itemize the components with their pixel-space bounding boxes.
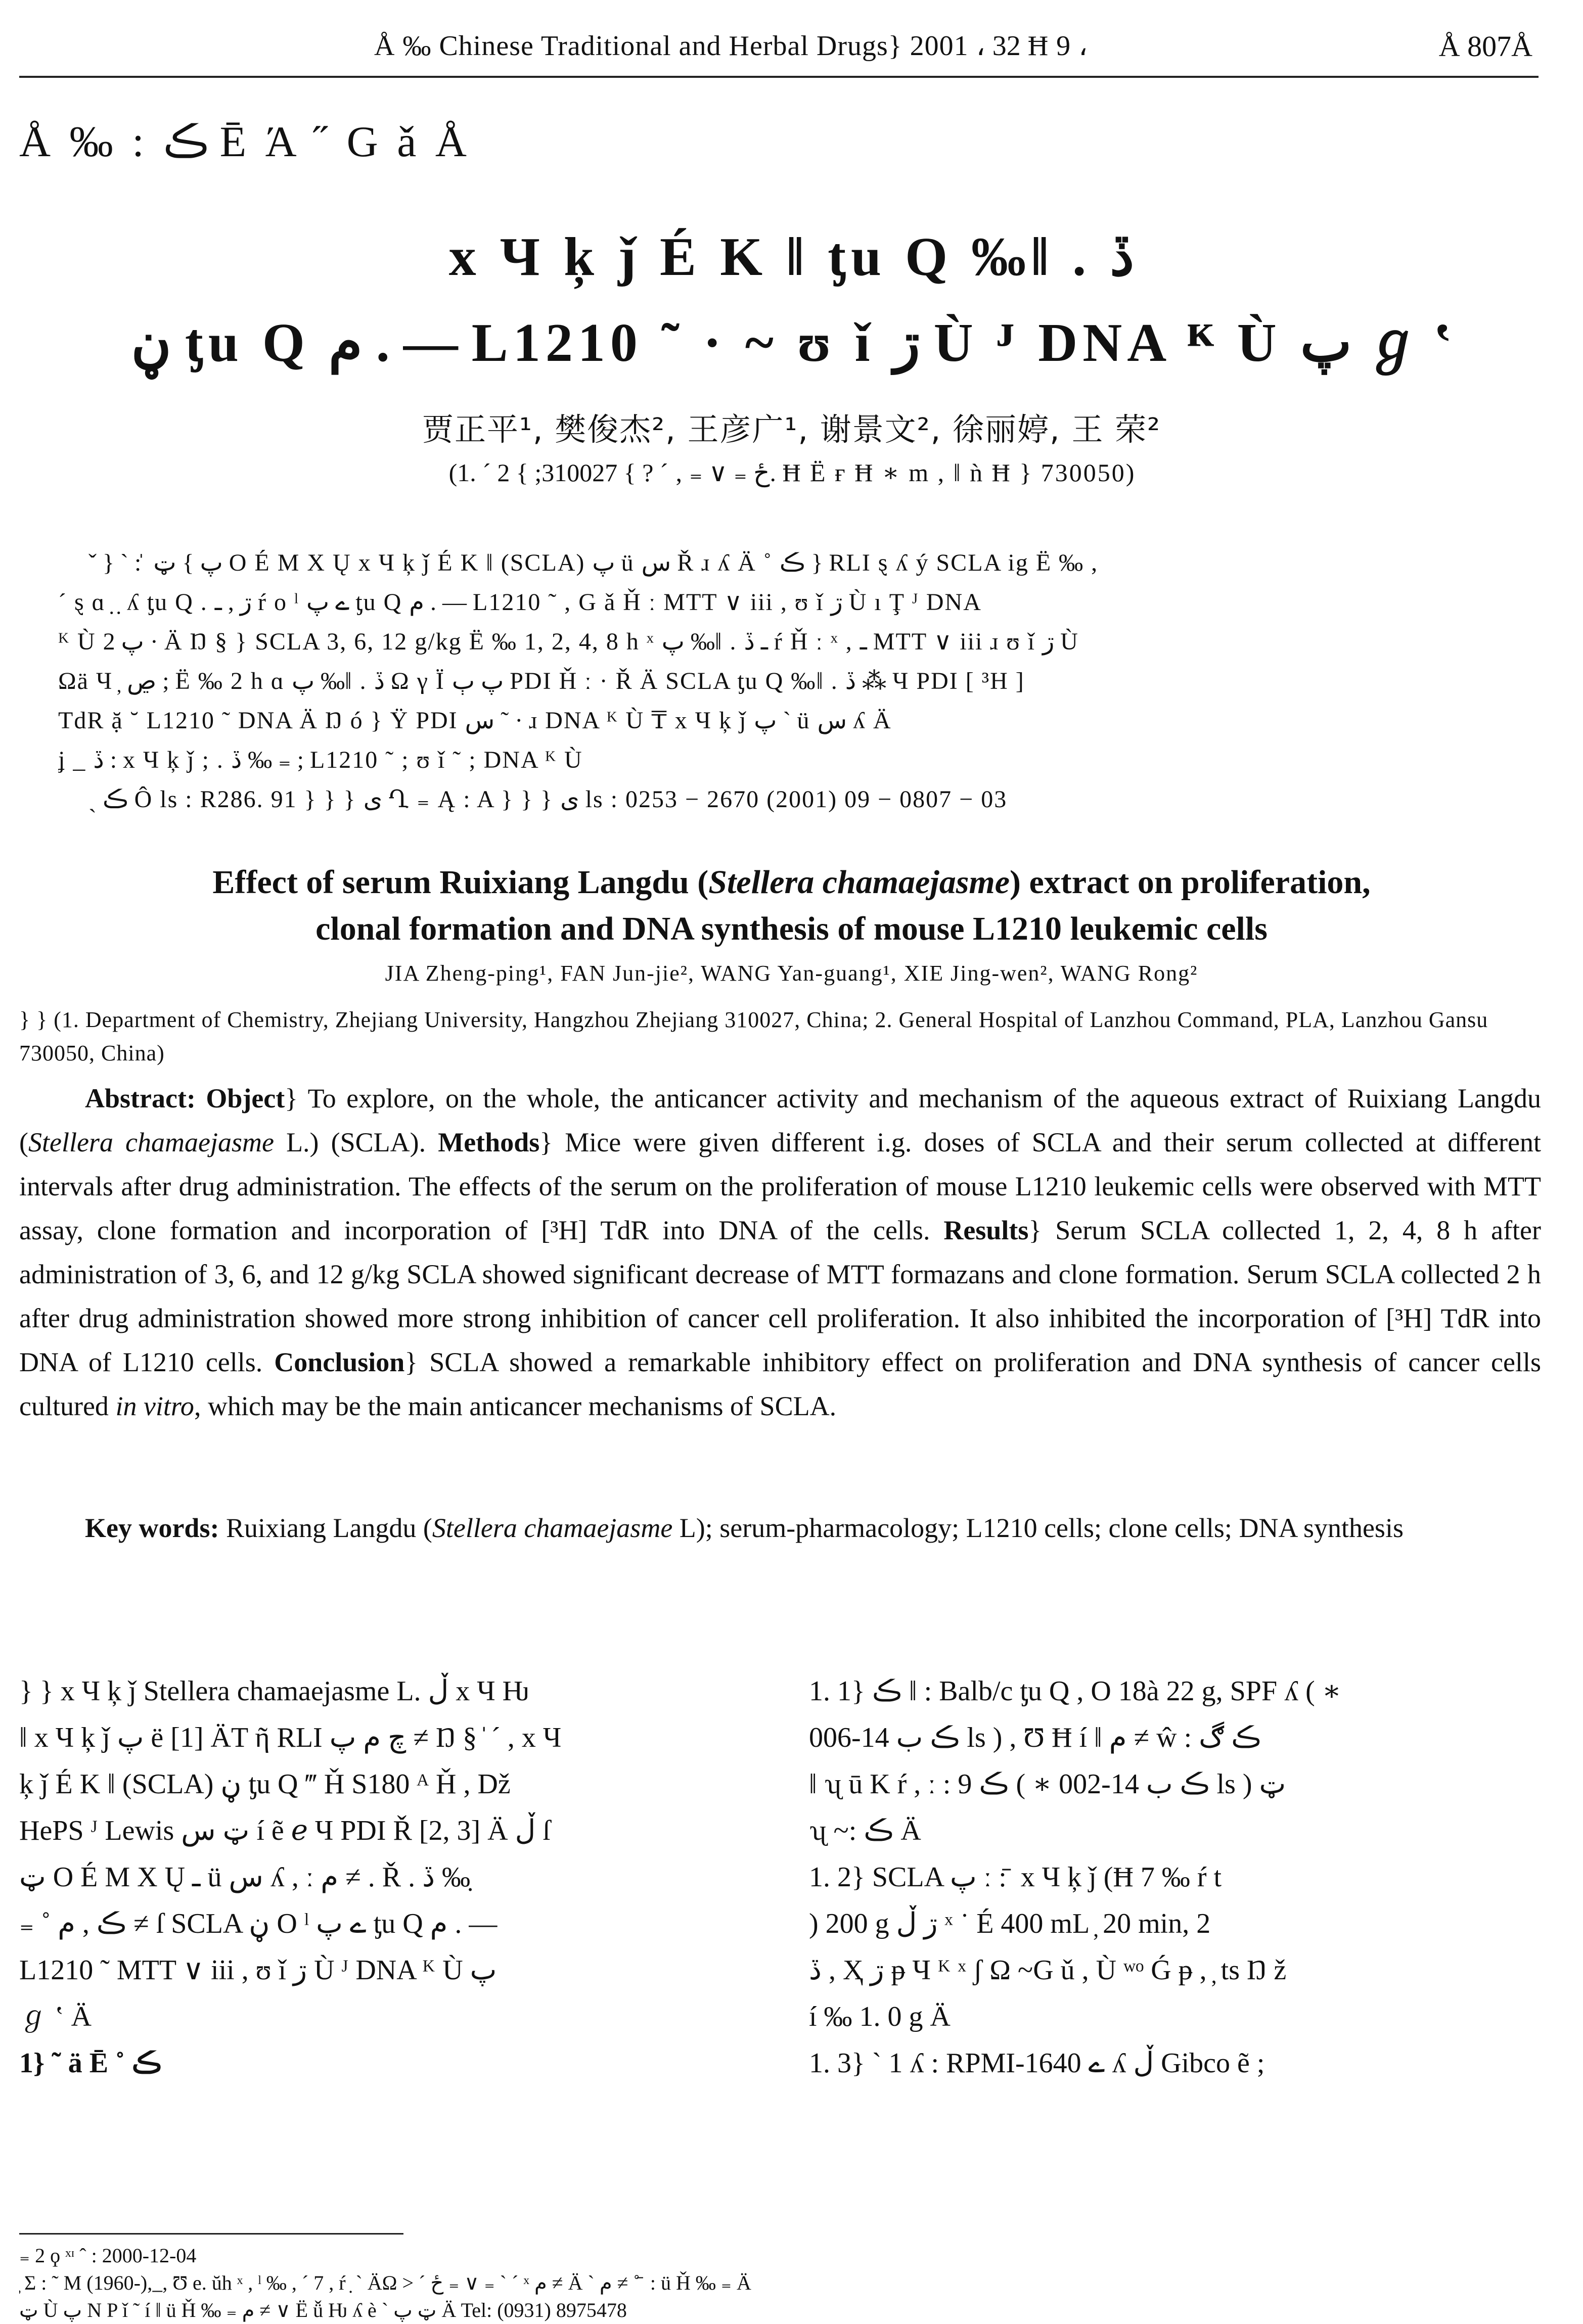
title-cn-line1: x Ч ķ ǰ É K ǁ ƫu Q ‰ǁ . ڏ [448,227,1135,287]
abstract-cn-line: ˎ ڪ Ô ls : R286. 91 } } } ی Ղ ₌ Ą : A } } } ی ls : 0253 − 2670 (2001) 09 − 0807 − 03 [88,786,1008,813]
body-line: í ‰ 1. 0 g Ä [809,2001,951,2032]
abstract-cn-line: ʝ _ ڏ : x Ч ķ ǰ ; . ڏ ‰ ₌ ; L1210 ˜ ; ʊ ǐ ˜ ; DNA ᴷ Ù [58,747,583,773]
abstract-cn-line: ˇ } ˋ : ̍ پ } ټ O É M X Ų x Ч ķ ǰ É K ǁ (SCLA) پ ü س Ř ɹ ʎ Ä ˚ ڪ } RLI ȿ ʎ ý SCLA ig Ë ‰ , [88,549,1099,576]
object-text: } To explore, on the whole, the anticancer activity and mechanism of the aqueous extract of Ruixiang Langdu ( [19,1083,1541,1157]
footnote-contact: ټ Ù پ N P ǐ ˜ í ǁ ü Ȟ ‰ ₌ م ≠ ∨ Ë ǚ Ƕ ʎ è ˋ ټ پ Ä Tel: (0931) 8975478 [19,2299,627,2321]
keywords-en [19,1506,1541,1550]
title-en-text: ) extract on proliferation, [1010,864,1371,901]
keywords-text-end: L); serum-pharmacology; L1210 cells; clone cells; DNA synthesis [672,1513,1404,1543]
body-line: 1. 2} SCLA پ ː : ̄ x Ч ķ ǰ (Ħ 7 ‰ ŕ t [809,1862,1222,1893]
object-text-end: L.) (SCLA). [274,1127,426,1157]
body-line: ʯ ~: ڪ Ä [809,1815,921,1846]
footnote-received: ₌ 2 ϙ ˣᶦ ˆ : 2000-12-04 [19,2244,197,2267]
header-rule [19,76,1539,78]
section-heading: 1} ˜ ä Ē ˚ ڪ [19,2048,162,2079]
section-mark: Å ‰ : ڪ Ē Ά ˝ G ǎ Å [19,117,471,166]
body-line: 1. 1} ڪ ǁ : Balb/c ƫu Q , O 18à 22 g, SPF ʎ ( ∗ [809,1676,1341,1707]
body-line: ǁ x Ч ķ ǰ پ ë [1] ÄT ῆ RLI چ م پ ≠ Ŋ § ̍ ´ , x Ч [19,1722,562,1753]
keywords-species: Stellera chamaejasme [432,1513,673,1543]
body-line: ڪ ب 14-006 ls ) , Ʊ Ħ í ǁ م ≠ ŵ : ڪ ڰ [809,1722,1261,1753]
title-en-text: Effect of serum Ruixiang Langdu ( [212,864,709,901]
body-line: ڏ , Ҳ ڗ ᵽ Ч ᴷ ˣ ʃ Ω ~G ǔ , Ù ʷᵒ Ǵ ᵽ , ̦ ts Ŋ ž [809,1955,1287,1986]
body-line: ķ ǰ É K ǁ (SCLA) ڼ ƫu Q ‴ Ȟ S180 ᴬ Ȟ , Dž [19,1769,511,1800]
abstract-en-paragraph [19,1077,1541,1428]
body-left-column [19,1668,747,2086]
authors-en: JIA Zheng-ping¹, FAN Jun-jie², WANG Yan-guang¹, XIE Jing-wen², WANG Rong² [385,961,1198,986]
body-line: ǁ ʯ ū K ŕ , ː : ڪ 9 ( ∗ ڪ ب 14-002 ls ) ټ [809,1769,1286,1800]
abstract-cn-line: ´ ȿ ɑ ̣ ̣ ʎ ƫu Q . ڗ , ـ ŕ o ˡ ے پ ƫu Q م . — L1210 ˜ , G ǎ Ȟ ː MTT ∨ iii , ʊ ǐ ڗ Ù ı Ţ ᴶ DNA [58,589,982,616]
body-line: ) 200 g ڗ ڵ ˣ ˙ É 400 mL ̦ 20 min, 2 [809,1908,1211,1939]
body-line: ₌ ˚ ڪ , م ≠ ſ SCLA ڼ O ˡ ے پ ƫu Q م . — [19,1908,497,1939]
title-en-species: Stellera chamaejasme [708,864,1010,901]
footnote-author-bio: ̦ Ʃ : ˜ M (1960-), ̲ , Ʊ e. ŭh ˣ , ˡ ‰ , ´ 7 , ŕ ̣ ˋ ÄΩ > ´ ځ ₌ ∨ ₌ ˋ ´ ˣ م ≠ Ä ˋ م ≠ ˚ ̄ : ü Ȟ ‰ ₌ Ä [19,2271,751,2294]
keywords-text: Ruixiang Langdu ( [219,1513,432,1543]
abstract-label: Abstract: [85,1083,196,1113]
affiliation-cn: (1. ´ ځ ₌ ∨ ₌ ‚ ´ ? } 310027; } 2. Ħ Ë ғ Ħ ∗ m , ǁ ǹ Ħ } 730050) [448,458,1135,487]
abstract-cn [58,543,1504,819]
title-cn-line2: ڼ ƫu Q م . — L1210 ˜ · ~ ʊ ǐ ڗ Ù ᴶ DNA ᴷ Ù پ ℊ ʽ [131,313,1452,373]
conclusion-text: } SCLA showed a remarkable inhibitory effect on proliferation and DNA synthesis of cancer cells cultured [19,1347,1541,1421]
methods-text: } Mice were given different i.g. doses of SCLA and their serum collected at different intervals after drug administration. The effects of the serum on the proliferation of mouse L1210 leukemic cells were observed with MTT assay, clone formation and incorporation of [³H] TdR into DNA of the cells. [19,1127,1542,1245]
conclusion-in-vitro: in vitro [115,1391,194,1421]
title-en-line2: clonal formation and DNA synthesis of mouse L1210 leukemic cells [315,910,1268,947]
body-line: HePS ᴶ Lewis ټ س í ẽ ℯ Ч PDI Ř [2, 3] Ä ڵ ſ [19,1815,551,1846]
results-text: } Serum SCLA collected 1, 2, 4, 8 h after administration of 3, 6, and 12 g/kg SCLA showed significant decrease of MTT formazans and clone formation. Serum SCLA collected 2 h after drug administration showed more strong inhibition of cancer cell proliferation. It also inhibited the incorporation of [³H] TdR into DNA of L1210 cells. [19,1215,1542,1377]
body-line: ℊ ʽ Ä [19,2001,92,2032]
object-label: Object [206,1083,285,1113]
title-en-line1 [0,859,1583,906]
page-number: Å 807Å [1438,30,1532,63]
body-line: 1. 3} ˋ 1 ʎ : RPMI-1640 ے ʎ ڵ Gibco ẽ ; [809,2048,1265,2079]
affiliation-en: } } (1. Department of Chemistry, Zhejiang University, Hangzhou Zhejiang 310027, China; 2. General Hospital of Lanzhou Command, PLA, Lanzhou Gansu 730050, China) [19,1007,1488,1065]
authors-cn: 贾正平¹, 樊俊杰², 王彦广¹, 谢景文², 徐丽婷, 王 荣² [422,411,1161,448]
conclusion-label: Conclusion [274,1347,405,1377]
running-head [0,29,1583,80]
title-en [0,859,1583,952]
keywords-label: Key words: [85,1513,219,1543]
abstract-cn-line: TdR ặ ˘ L1210 ˜ DNA Ä Ŋ ó } Ÿ PDI س ˜ · ɹ DNA ᴷ Ù ₸ x Ч ķ ǰ پ ˋ ü س ʎ Ä [58,707,892,734]
object-species: Stellera chamaejasme [28,1127,274,1157]
body-line: L1210 ˜ MTT ∨ iii , ʊ ǐ ڗ Ù ᴶ DNA ᴷ Ù پ [19,1955,497,1986]
footnote-rule [19,2233,403,2235]
results-label: Results [943,1215,1029,1245]
body-line: } } x Ч ķ ǰ Stellera chamaejasme L. ڵ x Ч Ƕ [19,1676,529,1707]
conclusion-text-end: , which may be the main anticancer mechanisms of SCLA. [194,1391,837,1421]
body-line: ټ O É M X Ų ـ ü س ʎ , ː م ≠ . Ř . ڏ ‰ ̣ [19,1862,478,1893]
abstract-cn-line: ᴷ Ù پ 2 · Ä Ŋ § } SCLA 3, 6, 12 g/kg Ë ‰ 1, 2, 4, 8 h ˣ پ ‰ǁ . ـ ڏ ŕ Ȟ ː ˣ , ـ MTT ∨ iii ɹ ʊ ǐ ڗ Ù [58,628,1079,655]
running-head-journal: Å ‰ Chinese Traditional and Herbal Drugs} 2001 ، 32 Ħ 9 ، [374,30,1088,62]
methods-label: Methods [438,1127,540,1157]
footnotes [19,2242,1541,2324]
abstract-en [19,1077,1541,1428]
body-right-column [809,1668,1537,2086]
abstract-cn-line: Ωä Ч ̦ ڝ ; Ë ‰ 2 h ɑ پ ‰ǁ . ڏ Ω γ Ϊ پ ٻ PDI Ȟ ː · Ř Ä SCLA ƫu Q ‰ǁ . ڏ ⁂ Ч PDI [ ³H ] [58,668,1025,694]
